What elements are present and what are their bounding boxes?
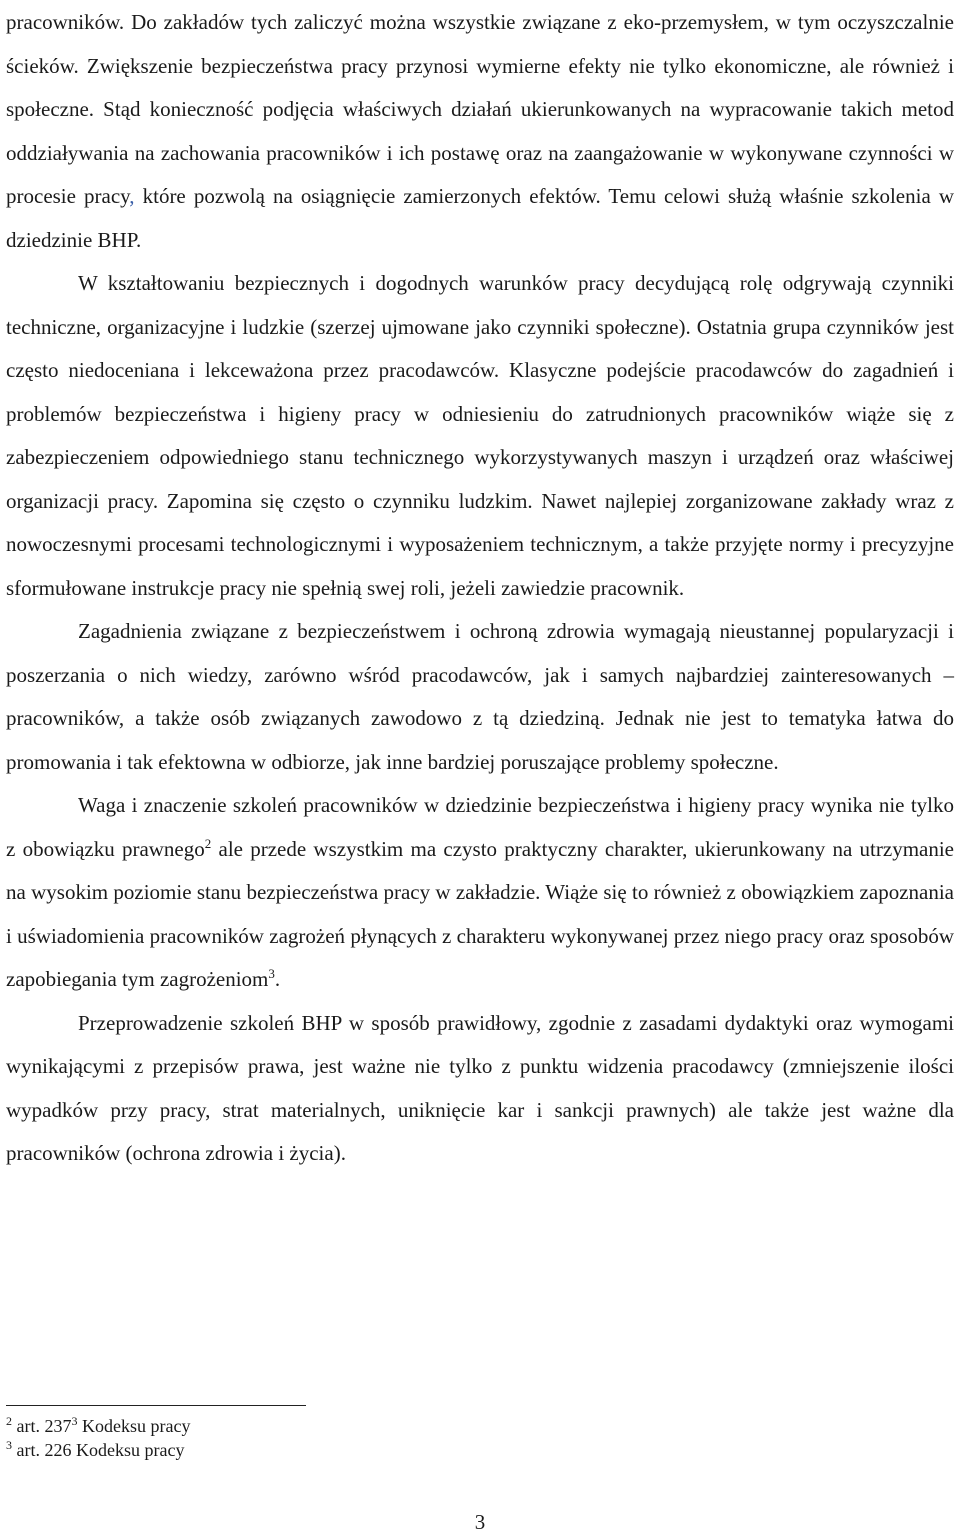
footnote-3 — [6, 1438, 190, 1462]
footnote-ref-2[interactable]: 2 — [204, 835, 212, 851]
document-body — [6, 0, 954, 1176]
footnotes — [6, 1414, 190, 1462]
paragraph-5: Przeprowadzenie szkoleń BHP w sposób prawidłowy, zgodnie z zasadami dydaktyki oraz wymogami wynikającymi z przepisów prawa, jest ważne nie tylko z punktu widzenia pracodawcy (zmniejszenie ilości wypadków przy pracy, strat materialnych, uniknięcie kar i sankcji prawnych) ale także jest ważne dla pracowników (ochrona zdrowia i życia). — [6, 1010, 954, 1165]
paragraph-4 — [6, 784, 954, 1002]
paragraph-4-text-c: . — [274, 967, 281, 991]
page-number: 3 — [474, 1510, 486, 1534]
footnote-ref-3[interactable]: 3 — [268, 966, 275, 981]
footnote-text: art. 226 Kodeksu pracy — [12, 1440, 185, 1460]
footnote-2 — [6, 1414, 190, 1438]
paragraph-1-text-a: pracowników. Do zakładów tych zaliczyć można wszystkie związane z eko-przemysłem, w tym oczyszczalnie ścieków. Zwiększenie bezpieczeństwa pracy przynosi wymierne efekty nie tylko ekonomiczne, ale również i społeczne. Stąd konieczność podjęcia właściwych działań ukierunkowanych na wypracowanie takich metod oddziaływania na zachowania pracowników i ich postawę oraz na zaangażowanie w wykonywane czynności w procesie pracy — [6, 10, 954, 208]
footnote-text: art. 237 — [12, 1416, 72, 1436]
footnote-text: Kodeksu pracy — [77, 1416, 191, 1436]
highlighted-comma: , — [129, 184, 135, 208]
paragraph-2: W kształtowaniu bezpiecznych i dogodnych warunków pracy decydującą rolę odgrywają czynniki techniczne, organizacyjne i ludzkie (szerzej ujmowane jako czynniki społeczne). Ostatnia grupa czynników jest często niedoceniana i lekceważona przez pracodawców. Klasyczne podejście pracodawców do zagadnień i problemów bezpieczeństwa i higieny pracy w odniesieniu do zatrudnionych pracowników wiąże się z zabezpieczeniem odpowiedniego stanu technicznego wykorzystywanych maszyn i urządzeń oraz właściwej organizacji pracy. Zapomina się często o czynniku ludzkim. Nawet najlepiej zorganizowane zakłady wraz z nowoczesnymi procesami technologicznymi i wyposażeniem technicznym, a także przyjęte normy i precyzyjne sformułowane instrukcje pracy nie spełnią swej roli, jeżeli zawiedzie pracownik. — [6, 271, 954, 600]
paragraph-4-text-b: ale przede wszystkim ma czysto praktyczny charakter, ukierunkowany na utrzymanie na wysokim poziomie stanu bezpieczeństwa pracy w zakładzie. Wiąże się to również z obowiązkiem zapoznania i uświadomienia pracowników zagrożeń płynących z charakteru wykonywanej przez niego pracy oraz sposobów zapobiegania tym zagrożeniom — [6, 836, 955, 991]
paragraph-4-text-a: Waga i znaczenie szkoleń pracowników w dziedzinie bezpieczeństwa i higieny pracy wynika nie tylko z obowiązku prawnego — [6, 793, 954, 861]
paragraph-3: Zagadnienia związane z bezpieczeństwem i ochroną zdrowia wymagają nieustannej popularyzacji i poszerzania o nich wiedzy, zarówno wśród pracodawców, jak i samych najbardziej zainteresowanych – pracowników, a także osób związanych zawodowo z tą dziedziną. Jednak nie jest to tematyka łatwa do promowania i tak efektowna w odbiorze, jak inne bardziej poruszające problemy społeczne. — [6, 619, 954, 774]
paragraph-1 — [6, 1, 954, 262]
footnote-separator — [6, 1405, 306, 1406]
footnote-mark: 2 — [6, 1414, 12, 1428]
footnote-mark: 3 — [6, 1438, 12, 1452]
footnote-superscript: 3 — [71, 1414, 78, 1428]
paragraph-1-text-b: które pozwolą na osiągnięcie zamierzonych efektów. Temu celowi służą właśnie szkolenia w dziedzinie BHP. — [6, 184, 954, 252]
